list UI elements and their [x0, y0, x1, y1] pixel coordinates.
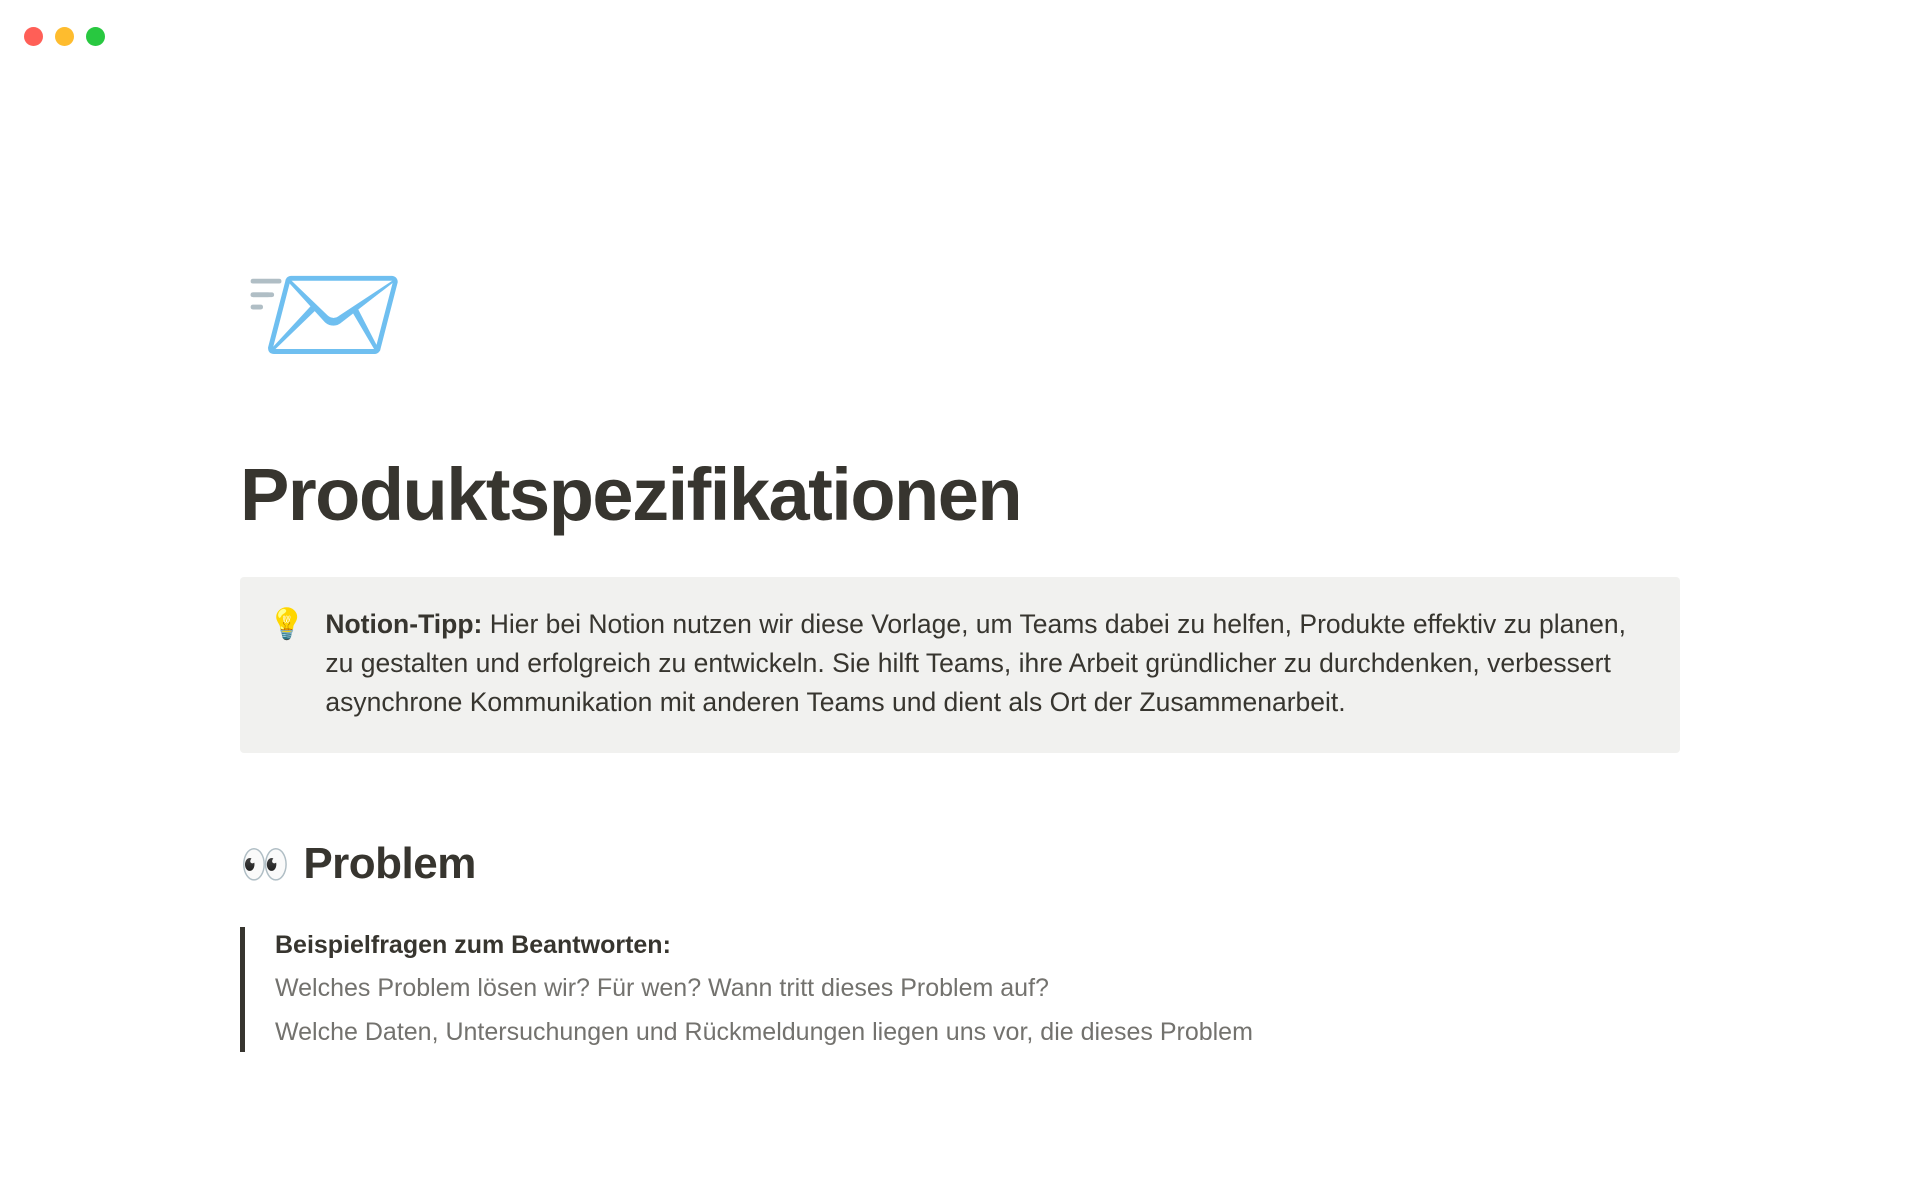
callout-text — [325, 605, 1646, 723]
content-column — [240, 237, 1680, 1052]
close-window-button[interactable] — [24, 27, 43, 46]
eyes-icon: 👀 — [240, 842, 290, 887]
window-controls — [24, 27, 105, 46]
minimize-window-button[interactable] — [55, 27, 74, 46]
section-heading-problem[interactable] — [240, 839, 1680, 889]
quote-line: Welche Daten, Untersuchungen und Rückmeldungen liegen uns vor, die dieses Problem — [275, 1018, 1253, 1047]
callout-block[interactable] — [240, 577, 1680, 753]
callout-body: Hier bei Notion nutzen wir diese Vorlage, um Teams dabei zu helfen, Produkte effektiv zu planen, zu gestalten und erfolgreich zu entwickeln. Sie hilft Teams, ihre Arbeit gründlicher zu durchdenken, verbessert asynchrone Kommunikation mit anderen Teams und dient als Ort der Zusammenarbeit. — [325, 608, 1626, 718]
document-page — [0, 237, 1920, 1052]
section-heading-label: Problem — [303, 838, 476, 888]
quote-block[interactable] — [240, 927, 1680, 1053]
window-title-bar — [0, 0, 1920, 72]
light-bulb-icon: 💡 — [268, 607, 306, 641]
callout-label: Notion-Tipp: — [325, 608, 483, 639]
quote-line: Welches Problem lösen wir? Für wen? Wann tritt dieses Problem auf? — [275, 974, 1049, 1003]
quote-title: Beispielfragen zum Beantworten: — [275, 930, 671, 959]
maximize-window-button[interactable] — [86, 27, 105, 46]
page-title[interactable]: Produktspezifikationen — [240, 453, 1022, 536]
incoming-envelope-icon[interactable]: 📨 — [242, 241, 407, 388]
